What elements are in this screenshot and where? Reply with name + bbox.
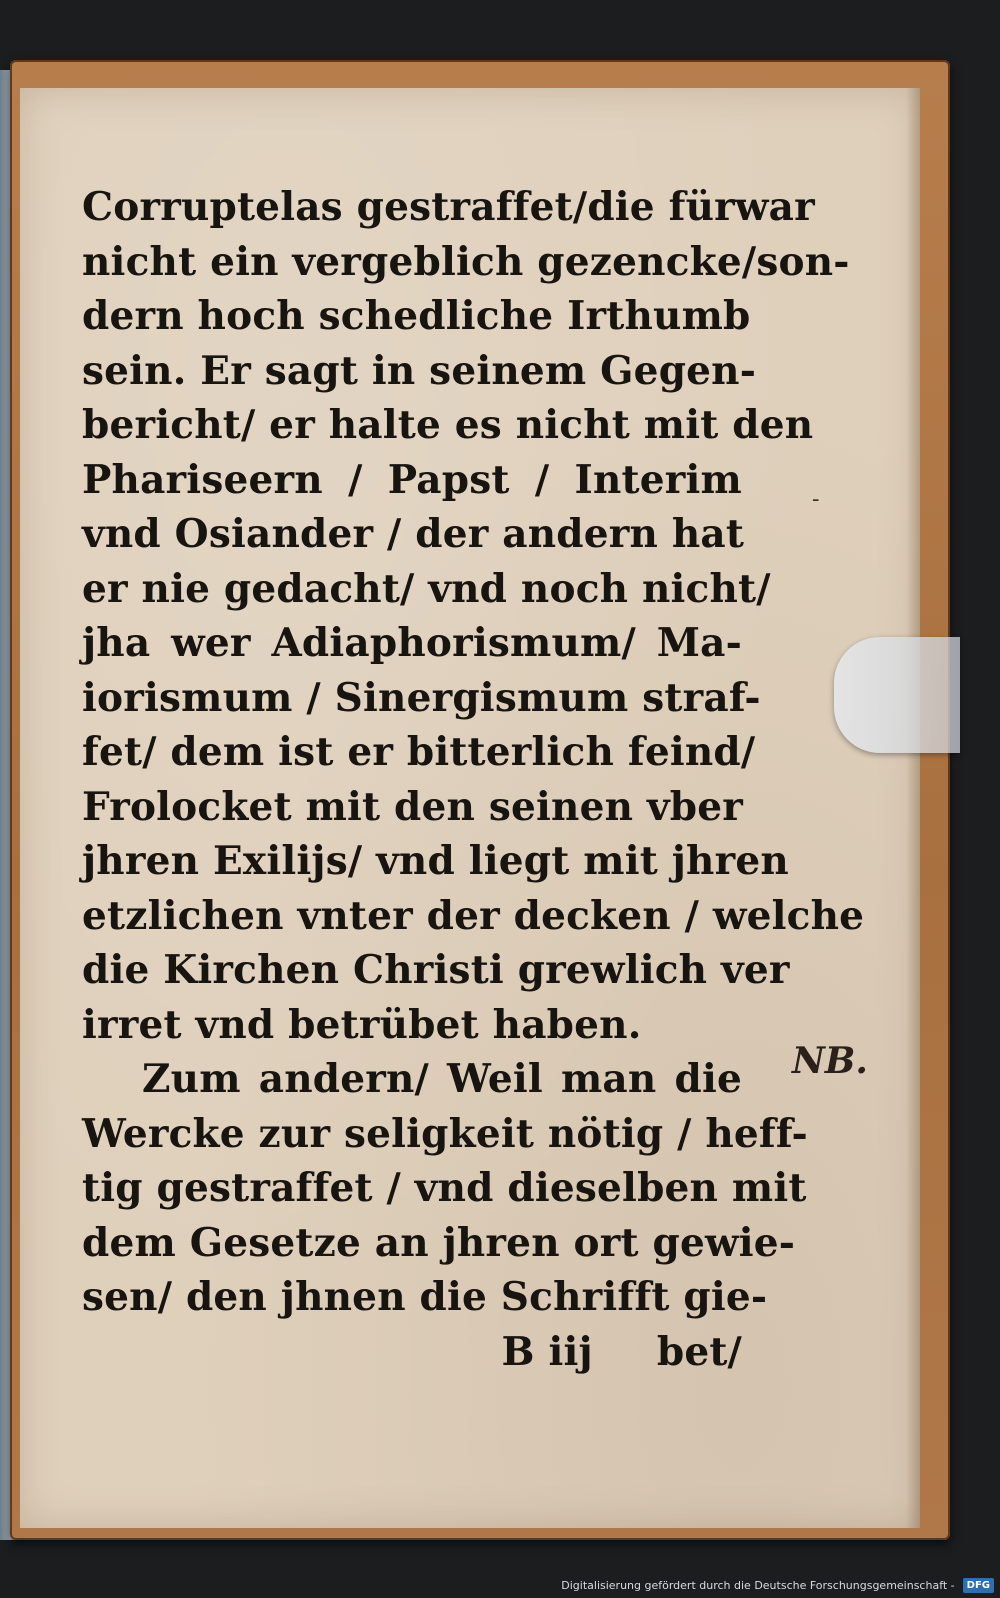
text-line: jhren Exilijs/ vnd liegt mit jhren bbox=[82, 838, 789, 884]
text-line: dern hoch schedliche Irthumb bbox=[82, 293, 751, 339]
signature-line bbox=[82, 1325, 742, 1380]
text-line: fet/ dem ist er bitterlich feind/ bbox=[82, 729, 756, 775]
text-line: tig gestraffet / vnd dieselben mit bbox=[82, 1165, 807, 1211]
text-line: vnd Osiander / der andern hat bbox=[82, 511, 745, 557]
margin-dash-mark: - bbox=[812, 487, 820, 512]
text-line: er nie gedacht/ vnd noch nicht/ bbox=[82, 565, 771, 612]
text-line: Zum andern/ Weil man die bbox=[142, 1056, 742, 1102]
text-line: die Kirchen Christi grewlich ver bbox=[82, 947, 790, 993]
text-line: sein. Er sagt in seinem Gegen- bbox=[82, 347, 757, 394]
page-edge-shadow bbox=[906, 88, 920, 1528]
text-line: Frolocket mit den seinen vber bbox=[82, 783, 744, 830]
text-line: bericht/ er halte es nicht mit den bbox=[82, 402, 814, 448]
text-line: iorismum / Sinergismum straf- bbox=[82, 674, 761, 721]
text-line: Wercke zur seligkeit nötig / heff- bbox=[82, 1110, 808, 1157]
text-line: sen/ den jhnen die Schrifft gie- bbox=[82, 1274, 768, 1320]
text-line: etzlichen vnter der decken / welche bbox=[82, 892, 865, 939]
dfg-footer bbox=[561, 1572, 1000, 1598]
dfg-credit-text: Digitalisierung gefördert durch die Deutsche Forschungsgemeinschaft - bbox=[561, 1578, 955, 1592]
text-line: irret vnd betrübet haben. bbox=[82, 1001, 642, 1048]
text-line: nicht ein vergeblich gezencke/son- bbox=[82, 238, 850, 285]
text-line: Corruptelas gestraffet/die fürwar bbox=[82, 184, 815, 230]
catchword: bet/ bbox=[656, 1328, 742, 1375]
margin-note-nb: NB. bbox=[792, 1040, 868, 1082]
text-line: Phariseern / Papst / Interim bbox=[82, 456, 742, 503]
signature-mark: B iij bbox=[501, 1328, 593, 1375]
dfg-logo[interactable]: DFG bbox=[963, 1578, 994, 1593]
text-line: dem Gesetze an jhren ort gewie- bbox=[82, 1219, 796, 1266]
page-clip-tab bbox=[834, 637, 960, 753]
text-line: jha wer Adiaphorismum/ Ma- bbox=[82, 620, 742, 666]
page-text-block bbox=[82, 180, 865, 1379]
